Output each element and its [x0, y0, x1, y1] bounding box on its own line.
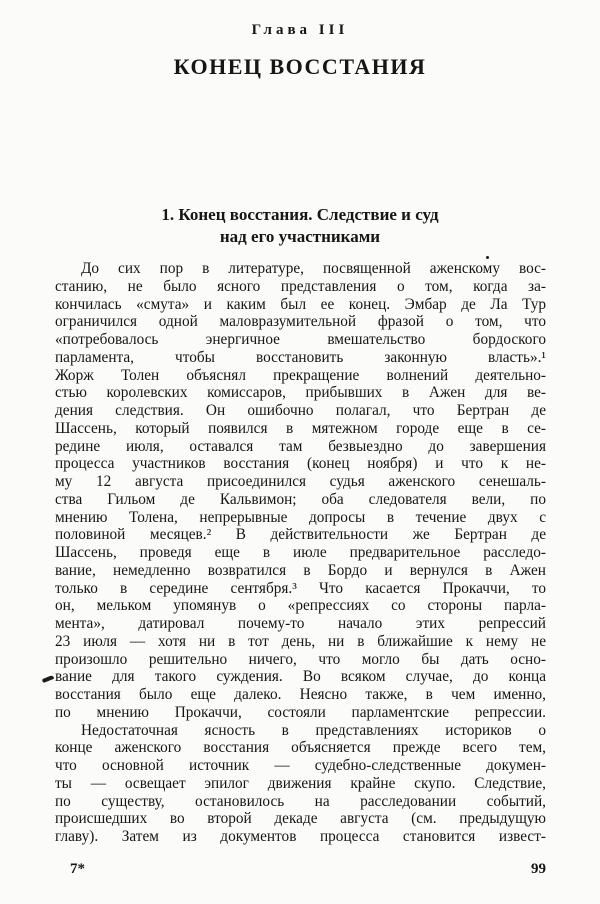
section-heading — [0, 204, 600, 248]
chapter-label: Глава III — [251, 22, 349, 38]
body-line: Шассень, который появился в мятежном городе еще в се- — [55, 419, 546, 437]
body-line: по мнению Прокаччи, состояли парламентские репрессии. — [55, 703, 546, 721]
page-number: 99 — [531, 861, 546, 877]
body-line: по существу, остановилось на расследовании событий, — [55, 792, 546, 810]
body-line: половиной месяцев.² В действительности же Бертран де — [55, 526, 546, 544]
body-text — [55, 260, 546, 846]
body-line: 23 июля — хотя ни в тот день, ни в ближайшие к нему не — [55, 632, 546, 650]
body-line: вание для такого суждения. Во всяком случае, до конца — [55, 668, 546, 686]
section-heading-line2: над его участниками — [219, 227, 381, 246]
body-line: «потребовалось энергичное вмешательство бордоского — [55, 331, 546, 348]
body-line: ограничился одной маловразумительной фразой о том, что — [55, 313, 546, 331]
body-line: кончилась «смута» и каким был ее конец. Эмбар де Ла Тур — [55, 295, 546, 313]
scan-speck-artifact — [486, 256, 489, 259]
chapter-title: КОНЕЦ ВОССТАНИЯ — [173, 54, 427, 79]
body-line: главу). Затем из документов процесса становится извест- — [55, 828, 546, 845]
section-heading-line1: 1. Конец восстания. Следствие и суд — [161, 205, 439, 224]
page-footer — [70, 861, 546, 878]
body-line: редине июля, оставался там безвыездно до завершения — [55, 437, 546, 455]
body-line: мнению Толена, непрерывные допросы в течение двух с — [55, 508, 546, 526]
body-line: стью королевских комиссаров, прибывших в Ажен для ве- — [55, 384, 546, 402]
body-line: Шассень, проведя еще в июле предварительное расследо- — [55, 544, 546, 561]
body-line: только в середине сентября.³ Что касается Прокаччи, то — [55, 579, 546, 597]
body-line: процесса участников восстания (конец ноября) и что к не- — [55, 455, 546, 473]
body-line: му 12 августа присоединился судья аженского сенешаль- — [55, 473, 546, 490]
body-line: станию, не было ясного представления о том, когда за- — [55, 277, 546, 295]
body-line: происшедших во второй декаде августа (см. предыдущую — [55, 810, 546, 828]
body-line: Недостаточная ясность в представлениях историков о — [81, 721, 546, 739]
body-line: произошло решительно ничего, что могло бы дать осно- — [55, 650, 546, 668]
body-line: что основной источник — судебно-следственные докумен- — [55, 757, 546, 774]
body-line: он, мельком упомянув о «репрессиях со стороны парла- — [55, 597, 546, 615]
body-line: парламента, чтобы восстановить законную власть».¹ — [55, 348, 546, 366]
body-line: вание, немедленно возвратился в Бордо и вернулся в Ажен — [55, 561, 546, 579]
body-line: Жорж Толен объяснял прекращение волнений деятельно- — [55, 366, 546, 384]
scan-tick-artifact — [42, 675, 55, 683]
body-line: До сих пор в литературе, посвященной аженскому вос- — [81, 260, 546, 277]
body-line: конце аженского восстания объясняется прежде всего тем, — [55, 739, 546, 757]
body-line: восстания было еще далеко. Неясно также, в чем именно, — [55, 686, 546, 703]
body-line: дения следствия. Он ошибочно полагал, что Бертран де — [55, 402, 546, 419]
body-line: ты — освещает эпилог движения крайне скупо. Следствие, — [55, 774, 546, 792]
signature-mark: 7* — [70, 861, 85, 877]
body-line: мента», датировал почему-то начало этих репрессий — [55, 615, 546, 632]
body-line: ства Гильом де Кальвимон; оба следователя вели, по — [55, 490, 546, 508]
